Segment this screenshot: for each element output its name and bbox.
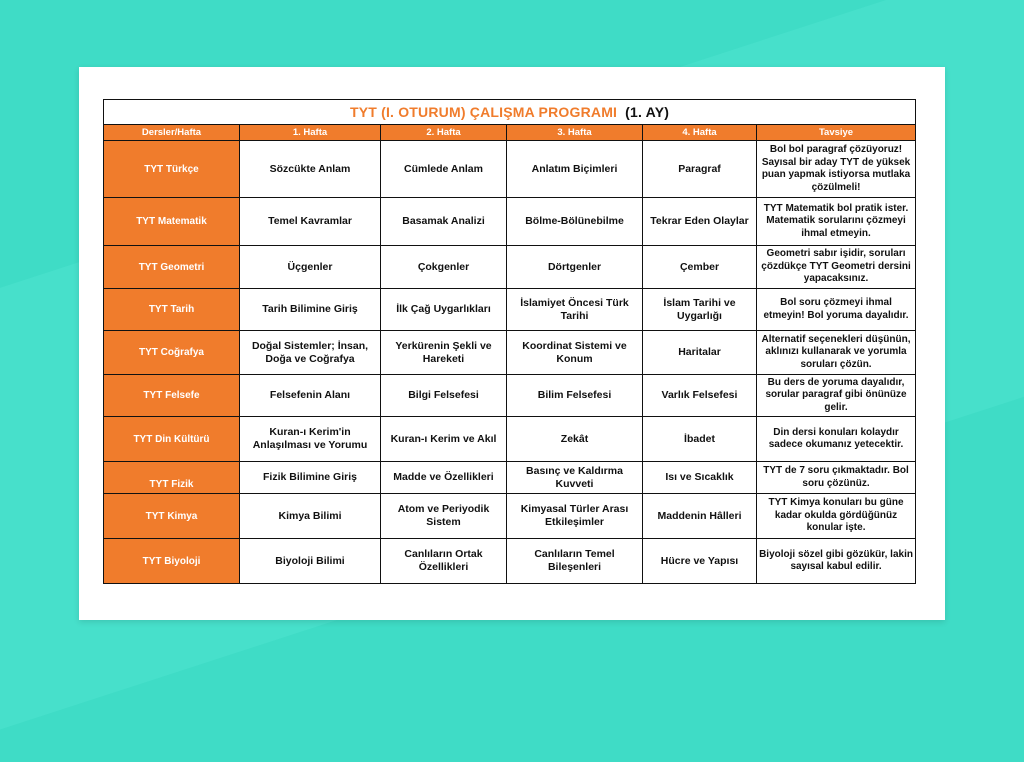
header-week-1: 1. Hafta — [240, 125, 381, 141]
title-suffix: (1. AY) — [625, 103, 670, 120]
tip-cell: Din dersi konuları kolaydır sadece okumanız yetecektir. — [757, 417, 916, 462]
document-card — [79, 67, 945, 620]
header-week-4: 4. Hafta — [643, 125, 757, 141]
week-3-cell: Kimyasal Türler Arası Etkileşimler — [507, 494, 643, 539]
subject-cell: TYT Coğrafya — [104, 331, 240, 375]
study-program-table — [103, 99, 916, 584]
week-2-cell: Canlıların Ortak Özellikleri — [381, 539, 507, 584]
table-row — [104, 539, 916, 584]
subject-cell: TYT Tarih — [104, 289, 240, 331]
week-1-cell: Felsefenin Alanı — [240, 375, 381, 417]
week-4-cell: Tekrar Eden Olaylar — [643, 198, 757, 246]
table-row — [104, 375, 916, 417]
table-title — [104, 100, 916, 125]
week-1-cell: Tarih Bilimine Giriş — [240, 289, 381, 331]
week-4-cell: Paragraf — [643, 141, 757, 198]
table-row — [104, 462, 916, 494]
week-2-cell: Basamak Analizi — [381, 198, 507, 246]
tip-cell: TYT Matematik bol pratik ister. Matematik sorularını çözmeyi ihmal etmeyin. — [757, 198, 916, 246]
subject-cell: TYT Matematik — [104, 198, 240, 246]
table-row — [104, 246, 916, 289]
header-subject: Dersler/Hafta — [104, 125, 240, 141]
tip-cell: Biyoloji sözel gibi gözükür, lakin sayısal kabul edilir. — [757, 539, 916, 584]
week-3-cell: Bölme-Bölünebilme — [507, 198, 643, 246]
week-1-cell: Kimya Bilimi — [240, 494, 381, 539]
week-2-cell: Madde ve Özellikleri — [381, 462, 507, 494]
subject-cell: TYT Kimya — [104, 494, 240, 539]
week-1-cell: Üçgenler — [240, 246, 381, 289]
week-3-cell: Basınç ve Kaldırma Kuvveti — [507, 462, 643, 494]
week-4-cell: Isı ve Sıcaklık — [643, 462, 757, 494]
subject-cell: TYT Fizik — [104, 462, 240, 494]
table-row — [104, 289, 916, 331]
table-row — [104, 494, 916, 539]
table-row — [104, 417, 916, 462]
week-4-cell: Varlık Felsefesi — [643, 375, 757, 417]
week-2-cell: Kuran-ı Kerim ve Akıl — [381, 417, 507, 462]
week-1-cell: Temel Kavramlar — [240, 198, 381, 246]
week-2-cell: İlk Çağ Uygarlıkları — [381, 289, 507, 331]
week-4-cell: Maddenin Hâlleri — [643, 494, 757, 539]
subject-cell: TYT Din Kültürü — [104, 417, 240, 462]
tip-cell: Geometri sabır işidir, soruları çözdükçe TYT Geometri dersini yapacaksınız. — [757, 246, 916, 289]
week-3-cell: Bilim Felsefesi — [507, 375, 643, 417]
table-row — [104, 141, 916, 198]
tip-cell: Alternatif seçenekleri düşünün, aklınızı kullanarak ve yorumla soruları çözün. — [757, 331, 916, 375]
week-4-cell: İbadet — [643, 417, 757, 462]
header-week-3: 3. Hafta — [507, 125, 643, 141]
week-3-cell: Anlatım Biçimleri — [507, 141, 643, 198]
table-row — [104, 331, 916, 375]
tip-cell: TYT de 7 soru çıkmaktadır. Bol soru çözünüz. — [757, 462, 916, 494]
week-4-cell: Haritalar — [643, 331, 757, 375]
week-3-cell: Dörtgenler — [507, 246, 643, 289]
week-1-cell: Doğal Sistemler; İnsan, Doğa ve Coğrafya — [240, 331, 381, 375]
week-1-cell: Fizik Bilimine Giriş — [240, 462, 381, 494]
week-2-cell: Yerkürenin Şekli ve Hareketi — [381, 331, 507, 375]
week-3-cell: Zekât — [507, 417, 643, 462]
header-row — [104, 125, 916, 141]
header-tip: Tavsiye — [757, 125, 916, 141]
week-1-cell: Kuran-ı Kerim'in Anlaşılması ve Yorumu — [240, 417, 381, 462]
subject-cell: TYT Türkçe — [104, 141, 240, 198]
subject-cell: TYT Geometri — [104, 246, 240, 289]
week-4-cell: Hücre ve Yapısı — [643, 539, 757, 584]
tip-cell: Bu ders de yoruma dayalıdır, sorular paragraf gibi önünüze gelir. — [757, 375, 916, 417]
week-3-cell: Koordinat Sistemi ve Konum — [507, 331, 643, 375]
subject-cell: TYT Biyoloji — [104, 539, 240, 584]
tip-cell: Bol bol paragraf çözüyoruz! Sayısal bir aday TYT de yüksek puan yapmak istiyorsa mutlaka çözülmeli! — [757, 141, 916, 198]
week-2-cell: Çokgenler — [381, 246, 507, 289]
header-week-2: 2. Hafta — [381, 125, 507, 141]
week-1-cell: Sözcükte Anlam — [240, 141, 381, 198]
title-text: TYT (I. OTURUM) ÇALIŞMA PROGRAMI — [349, 103, 618, 120]
table-row — [104, 198, 916, 246]
tip-cell: Bol soru çözmeyi ihmal etmeyin! Bol yoruma dayalıdır. — [757, 289, 916, 331]
week-2-cell: Atom ve Periyodik Sistem — [381, 494, 507, 539]
week-3-cell: İslamiyet Öncesi Türk Tarihi — [507, 289, 643, 331]
subject-cell: TYT Felsefe — [104, 375, 240, 417]
tip-cell: TYT Kimya konuları bu güne kadar okulda gördüğünüz konular işte. — [757, 494, 916, 539]
week-1-cell: Biyoloji Bilimi — [240, 539, 381, 584]
week-4-cell: İslam Tarihi ve Uygarlığı — [643, 289, 757, 331]
week-2-cell: Cümlede Anlam — [381, 141, 507, 198]
week-4-cell: Çember — [643, 246, 757, 289]
week-2-cell: Bilgi Felsefesi — [381, 375, 507, 417]
week-3-cell: Canlıların Temel Bileşenleri — [507, 539, 643, 584]
